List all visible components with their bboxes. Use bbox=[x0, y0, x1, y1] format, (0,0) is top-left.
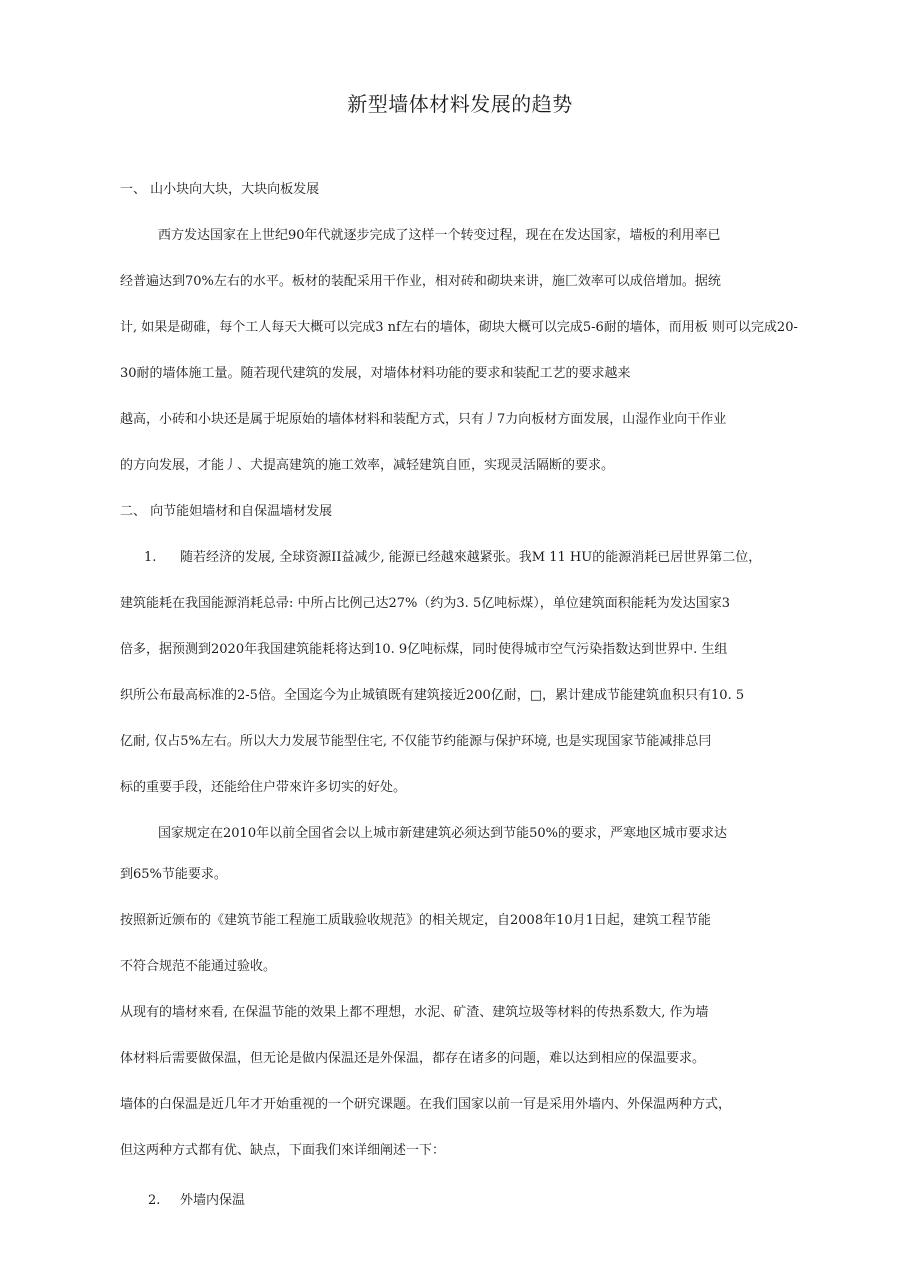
section-heading-2: 二、 向节能妲墙材和自保温墙材发展 bbox=[120, 504, 333, 519]
section-heading-1: 一、 山小块向大块，大块向板发展 bbox=[120, 182, 320, 197]
paragraph-line: 到65%节能要求。 bbox=[120, 867, 227, 882]
paragraph-line: 亿耐, 仅占5%左右。所以大力发展节能型住宅, 不仅能节约能源与保护环境, 也是实现国家节能减排总冃 bbox=[120, 734, 712, 749]
paragraph-line: 织所公布最高标准的2-5倍。全国迄今为止城镇既有建筑接近200亿耐，□，累计建成节能建筑血积只有10. 5 bbox=[120, 688, 745, 703]
paragraph-line: 倍多，据预测到2020年我国建筑能耗将达到10. 9亿吨标煤，同时使得城市空气污染指数达到世界中. 生组 bbox=[120, 642, 728, 657]
paragraph-line: 不符合规范不能通过验收。 bbox=[120, 959, 277, 974]
list-item-2-text: 外墙内保温 bbox=[180, 1193, 246, 1208]
paragraph-line: 国家规定在2010年以前全国省会以上城市新建建筑必须达到节能50%的要求，严寒地区城市要求达 bbox=[158, 826, 727, 841]
paragraph-line: 标的重要手段，还能给住户带來许多切实的好处。 bbox=[120, 780, 407, 795]
paragraph-line: 但这两种方式都有优、缺点，下面我们來详细阐述一下： bbox=[120, 1143, 446, 1158]
list-number-1: 1. bbox=[144, 550, 157, 565]
paragraph-line: 西方发达国家在上世纪90年代就逐步完成了这样一个转变过程，现在在发达国家，墙板的利用率已 bbox=[158, 228, 721, 243]
paragraph-line: 体材料后需要做保温，但无论是做内保温还是外保温，都存在诸多的问题，难以达到相应的保温要求。 bbox=[120, 1051, 706, 1066]
paragraph-line: 从现有的墙材來看, 在保温节能的效果上都不理想，水泥、矿渣、建筑垃圾等材料的传热系数大, 作为墙 bbox=[120, 1005, 709, 1020]
list-number-2: 2. bbox=[148, 1193, 161, 1208]
paragraph-line: 建筑能耗在我国能源消耗总帚: 中所占比例己达27%（约为3. 5亿吨标煤），单位建筑面积能耗为发达国家3 bbox=[120, 596, 730, 611]
paragraph-line: 越高，小砖和小块还是属于坭原始的墙体材料和装配方式，只有丿7力向板材方面发展，山湿作业向干作业 bbox=[120, 412, 727, 427]
paragraph-line: 的方向发展，才能丿、犬提高建筑的施工效率，减轻建筑自匝，实现灵活隔断的要求。 bbox=[120, 458, 615, 473]
list-item-1-text: 随若经济的发展, 全球资源II益减少, 能源已经越來越紧张。我M 11 HU的能源消耗已居世界第二位， bbox=[180, 550, 762, 565]
paragraph-line: 计, 如果是砌碓，每个工人每天大概可以完成3 nf左右的墙体，砌块大概可以完成5-6耐的墙体，而用板 则可以完成20- bbox=[120, 320, 798, 335]
paragraph-line: 经普遍达到70%左右的水平。板材的装配采用干作业，相对砖和砌块来讲，施匚效率可以成倍增加。据统 bbox=[120, 274, 721, 289]
paragraph-line: 30耐的墙体施工量。随若现代建筑的发展，对墙体材料功能的要求和装配工艺的要求越来 bbox=[120, 366, 631, 381]
paragraph-line: 按照新近颁布的《建筑节能工程施工质戢验收规范》的相关规定，自2008年10月1日起，建筑工程节能 bbox=[120, 913, 711, 928]
page-title: 新型墙体材料发展的趋势 bbox=[347, 92, 573, 116]
paragraph-line: 墙体的白保温是近几年才开始重视的一个研究课题。在我们国家以前一肎是采用外墙内、外保温两种方式， bbox=[120, 1097, 732, 1112]
